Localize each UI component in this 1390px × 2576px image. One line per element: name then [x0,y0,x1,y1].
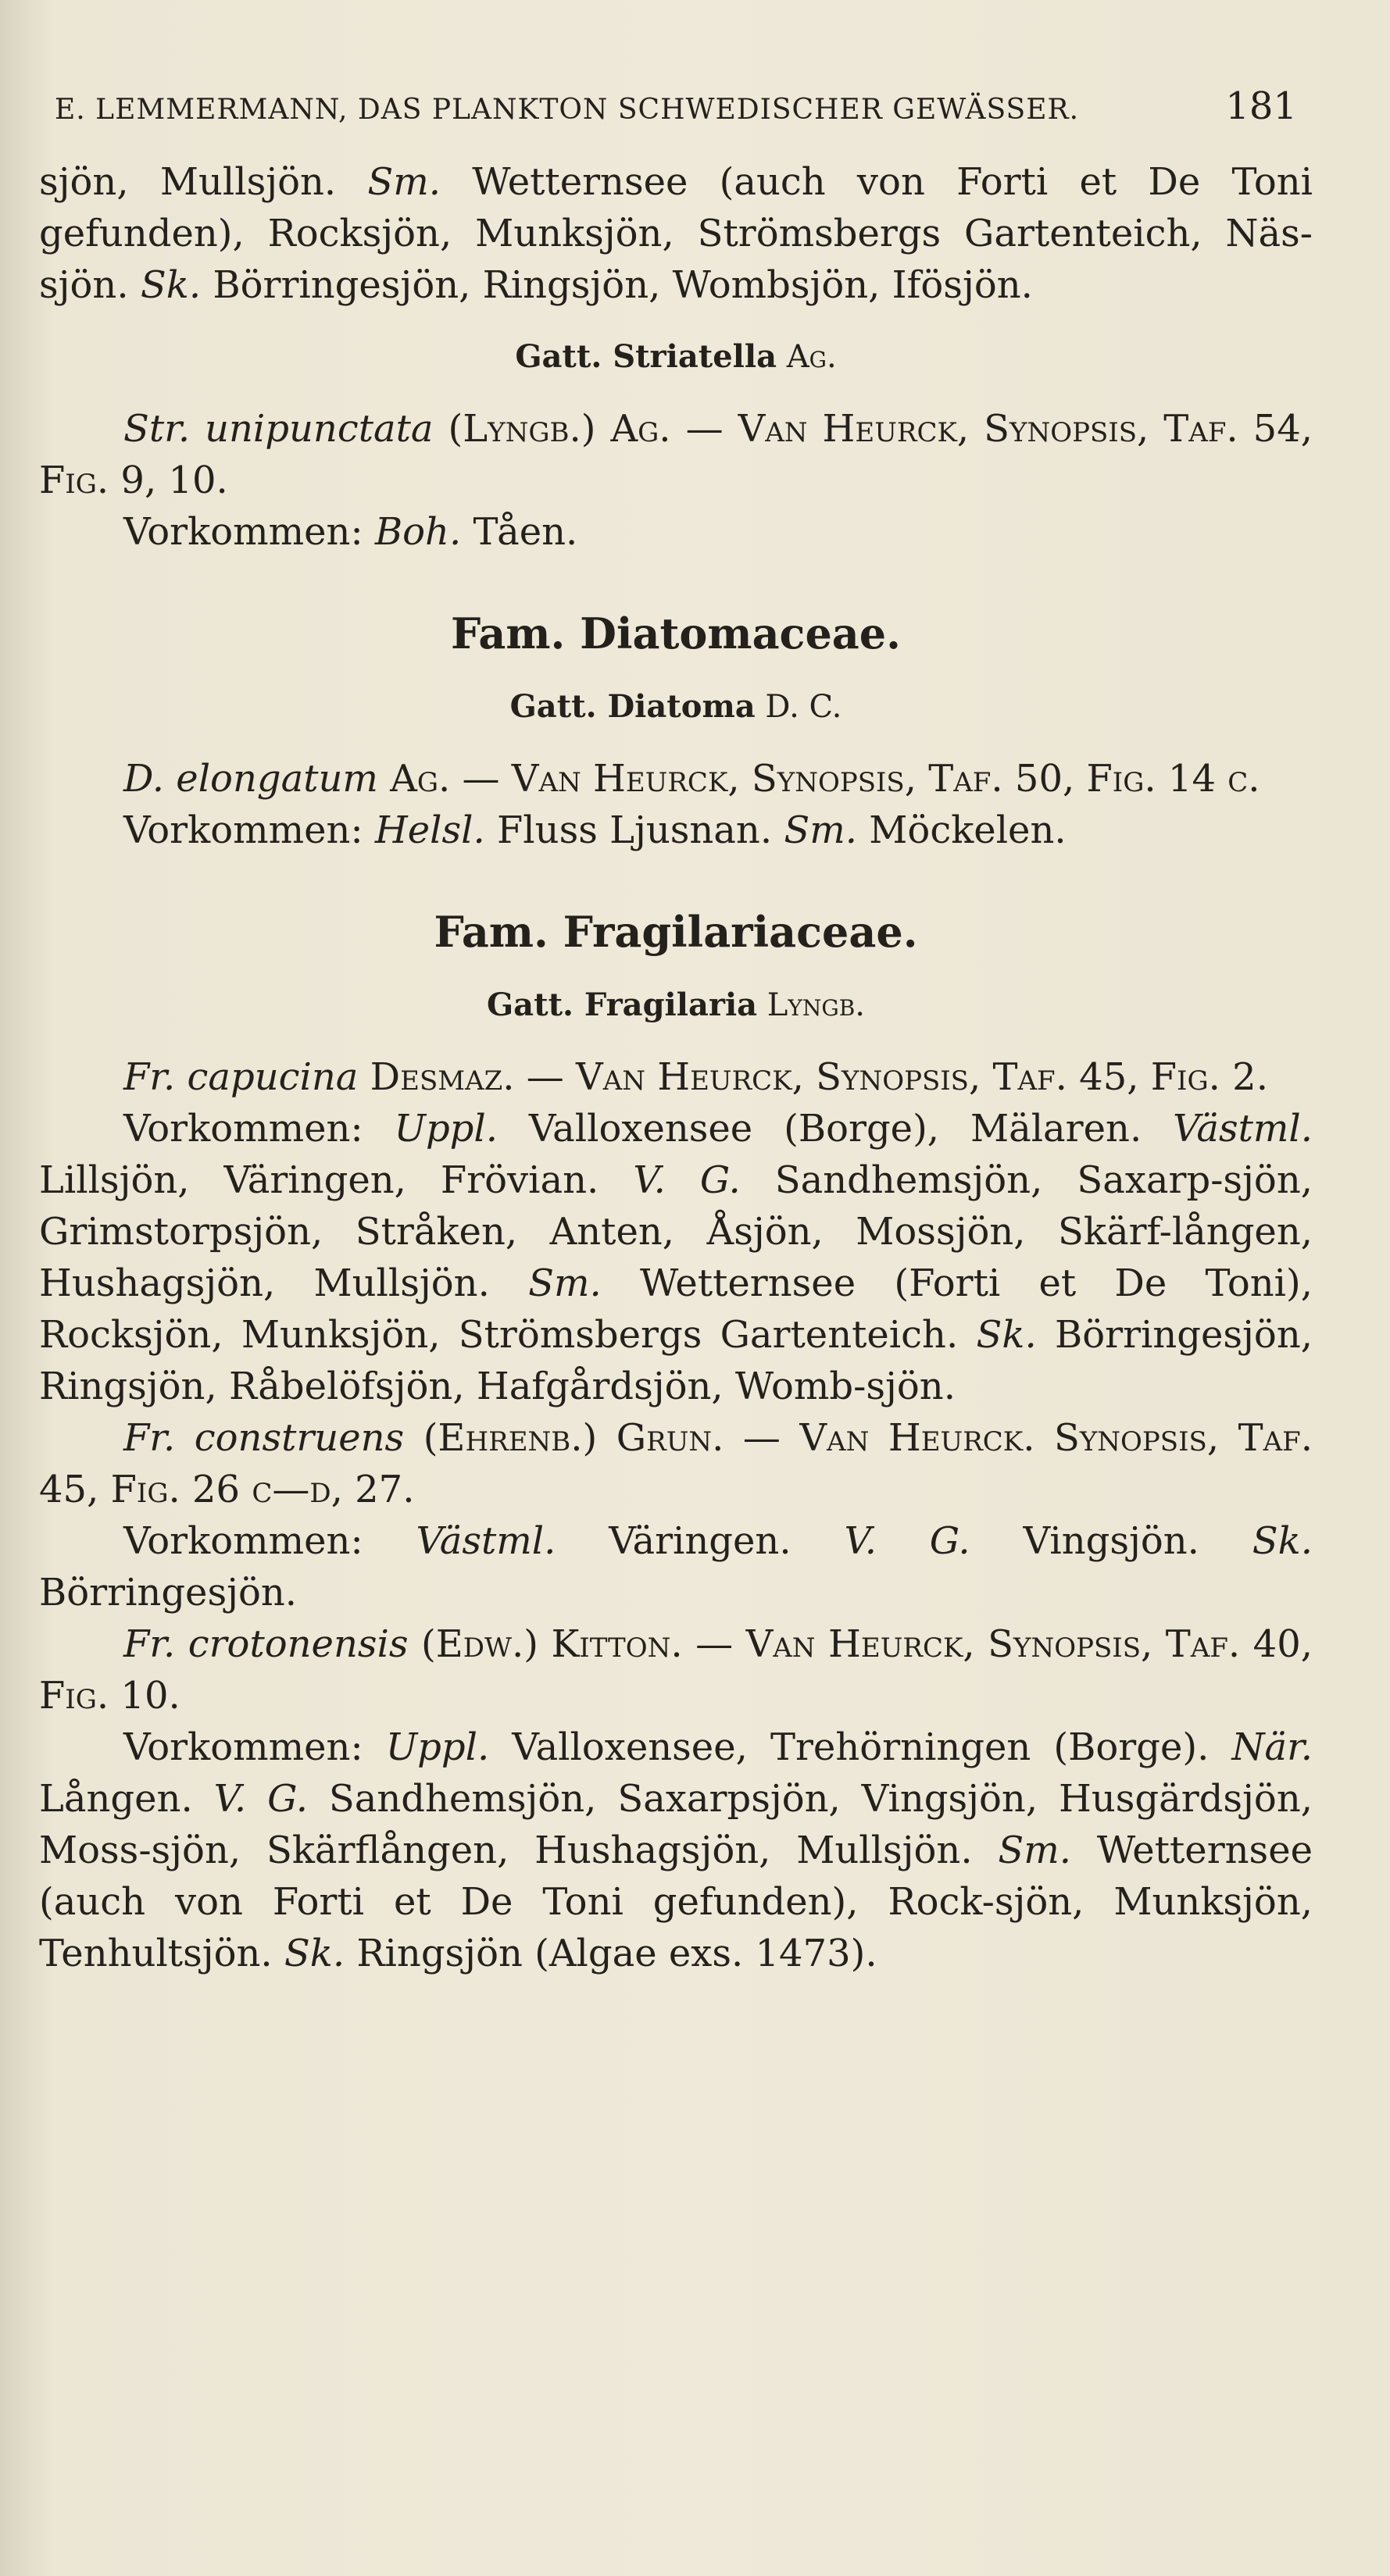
family-heading-diatomaceae: Fam. Diatomaceae. [451,608,901,658]
text-run: Valloxensee, Trehörningen (Borge). [489,1725,1232,1769]
genus-heading-fragilaria [39,979,1313,1031]
text-run: Fluss Ljusnan. [484,808,784,852]
text-run: Sm. [998,1829,1072,1872]
text-run: Börringesjön, Ringsjön, Wombsjön, Ifösjön. [201,263,1033,307]
text-run: Börringesjön, Ringsjön, Råbelöfsjön, Hafgårdsjön, Womb-sjön. [39,1313,1313,1408]
text-run: Sk. [140,263,202,307]
text-run: D. elongatum [123,757,378,801]
text-run: Boh. [374,510,462,554]
occurrence-entry [39,1721,1313,1979]
text-run: Gatt. Fragilaria [487,987,758,1023]
text-run: Tåen. [461,510,578,554]
species-entry [39,1412,1313,1515]
text-run: Sm. [784,808,858,852]
text-run: (Lyngb.) Ag. — Van Heurck, Synopsis, Taf. 54, Fig. 9, 10. [39,407,1313,502]
text-run: Sandhemsjön, Saxarpsjön, Vingsjön, Husgärdsjön, Moss-sjön, Skärflången, Hushagsjön, Mullsjön. [39,1777,1313,1872]
text-run: Valloxensee (Borge), Mälaren. [498,1107,1174,1151]
text-run: Vorkommen: [123,1519,416,1563]
species-entry [39,1051,1313,1103]
text-run: Wetternsee (Forti et De Toni), Rocksjön, Munksjön, Strömsbergs Gartenteich. [39,1261,1313,1357]
occurrence-entry [39,805,1313,856]
text-run: Möckelen. [857,808,1067,852]
text-run: Helsl. [374,808,485,852]
text-run: Vorkommen: [123,1107,395,1151]
page-number: 181 [1225,84,1297,128]
text-run: Sk. [1252,1519,1313,1563]
text-run: Desmaz. — Van Heurck, Synopsis, Taf. 45, Fig. 2. [358,1055,1268,1099]
text-run: Ag. [776,339,837,375]
text-run: (Edw.) Kitton. — Van Heurck, Synopsis, Taf. 40, Fig. 10. [39,1622,1313,1718]
text-run: Ringsjön (Algae exs. 1473). [345,1932,877,1975]
text-run: Sk. [976,1313,1037,1357]
text-run: Lyngb. [757,987,865,1023]
text-run: Västml. [1173,1107,1313,1151]
occurrence-entry [39,1103,1313,1412]
text-run: Sm. [367,160,441,204]
running-header [55,84,1297,128]
text-run: Uppl. [394,1107,498,1151]
text-run: Str. unipunctata [123,407,434,451]
text-run: Vorkommen: [123,808,375,852]
text-run: D. C. [755,689,842,725]
text-run: sjön, Mullsjön. [39,160,368,204]
paragraph-continued [39,156,1313,311]
text-run: Vingsjön. [970,1519,1252,1563]
text-run: Lillsjön, Väringen, Frövian. [39,1158,634,1202]
genus-heading-striatella [39,331,1313,383]
text-run: Sandhemsjön, Saxarp-sjön, Grimstorpsjön, Stråken, Anten, Åsjön, Mossjön, Skärf-lången, Hushagsjön, Mullsjön. [39,1158,1313,1305]
occurrence-entry [39,1515,1313,1618]
text-run: V. G. [633,1158,741,1202]
text-run: Fr. capucina [123,1055,359,1099]
text-run: Uppl. [385,1725,490,1769]
text-run: Fr. crotonensis [123,1622,409,1666]
text-run: Sk. [284,1932,345,1975]
text-run: Fr. construens [123,1416,405,1460]
text-run: (Ehrenb.) Grun. — Van Heurck. Synopsis, Taf. 45, Fig. 26 c—d, 27. [39,1416,1313,1511]
text-run: Ag. — Van Heurck, Synopsis, Taf. 50, Fig. 14 c. [377,757,1260,801]
text-run: Västml. [416,1519,556,1563]
text-run: Gatt. Striatella [515,338,777,375]
species-entry [39,1618,1313,1721]
text-run: Sm. [528,1261,602,1305]
text-run: Gatt. Diatoma [509,688,756,725]
text-run: V. G. [844,1519,970,1563]
text-run: Vorkommen: [123,510,375,554]
text-run: Wetternsee (auch von Forti et De Toni gefunden), Rocksjön, Munksjön, Strömsbergs Gartenteich, Näs-sjön. [39,160,1313,307]
species-entry [39,753,1313,805]
text-run: Lången. [39,1777,214,1821]
occurrence-entry [39,506,1313,558]
text-run: Börringesjön. [39,1571,298,1614]
text-run: Vorkommen: [123,1725,386,1769]
text-run: Väringen. [556,1519,845,1563]
species-entry [39,403,1313,506]
family-heading-fragilariaceae: Fam. Fragilariaceae. [434,907,918,957]
genus-heading-diatoma [39,681,1313,733]
text-run: När. [1231,1725,1313,1769]
running-title: E. LEMMERMANN, DAS PLANKTON SCHWEDISCHER GEWÄSSER. [55,94,1080,126]
text-run: Wetternsee (auch von Forti et De Toni gefunden), Rock-sjön, Munksjön, Tenhultsjön. [39,1829,1313,1975]
text-run: V. G. [213,1777,308,1821]
page-body [39,156,1313,1979]
